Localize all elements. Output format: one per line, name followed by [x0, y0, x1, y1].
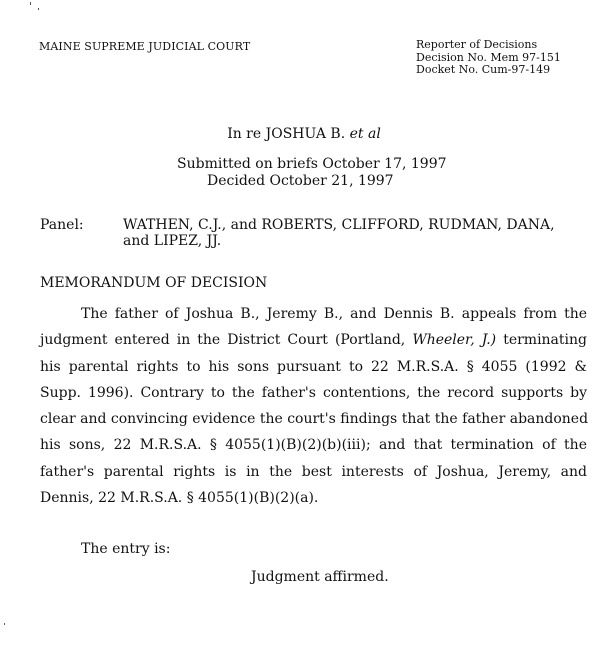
memorandum-heading: MEMORANDUM OF DECISION [40, 275, 268, 291]
panel-line: and LIPEZ, JJ. [123, 233, 222, 249]
paragraph-text: judgment entered in the District Court (Portland, [40, 332, 406, 349]
paragraph-line: clear and convincing evidence the court's findings that the father abandoned [40, 411, 589, 428]
paragraph-line: his sons, 22 M.R.S.A. § 4055(1)(B)(2)(b)(iii); and that termination of the [40, 437, 587, 454]
panel-line: WATHEN, C.J., and ROBERTS, CLIFFORD, RUDMAN, DANA, [123, 217, 555, 233]
paragraph-line: Dennis, 22 M.R.S.A. § 4055(1)(B)(2)(a). [40, 490, 319, 507]
entry-label: The entry is: [81, 541, 171, 557]
panel-label: Panel: [40, 217, 84, 233]
judgment-text: Judgment affirmed. [251, 569, 389, 585]
case-title [0, 126, 608, 142]
scan-speck [38, 8, 39, 10]
paragraph-line: father's parental rights is in the best interests of Joshua, Jeremy, and [40, 463, 587, 480]
court-name: MAINE SUPREME JUDICIAL COURT [39, 40, 251, 53]
decided-date: Decided October 21, 1997 [207, 173, 394, 189]
reporter-label: Reporter of Decisions [416, 38, 538, 51]
paragraph-line: his parental rights to his sons pursuant to 22 M.R.S.A. § 4055 (1992 & [40, 358, 587, 375]
submitted-date: Submitted on briefs October 17, 1997 [177, 156, 447, 172]
docket-number: Docket No. Cum-97-149 [416, 63, 551, 76]
reporter-info [416, 39, 561, 77]
paragraph-line: Supp. 1996). Contrary to the father's contentions, the record supports by [40, 384, 587, 401]
scan-speck [30, 2, 31, 5]
panel-justices [123, 217, 563, 249]
case-title-name: In re JOSHUA B. [227, 126, 346, 142]
paragraph-text: terminating [503, 332, 587, 349]
scan-speck [4, 623, 5, 625]
paragraph-line: The father of Joshua B., Jeremy B., and Dennis B. appeals from the [81, 306, 587, 322]
judge-name: Wheeler, J.) [412, 332, 497, 349]
decision-paragraph [40, 301, 587, 511]
paragraph-line [40, 327, 587, 353]
case-title-et-al: et al [349, 126, 381, 142]
decision-number: Decision No. Mem 97-151 [416, 50, 561, 64]
